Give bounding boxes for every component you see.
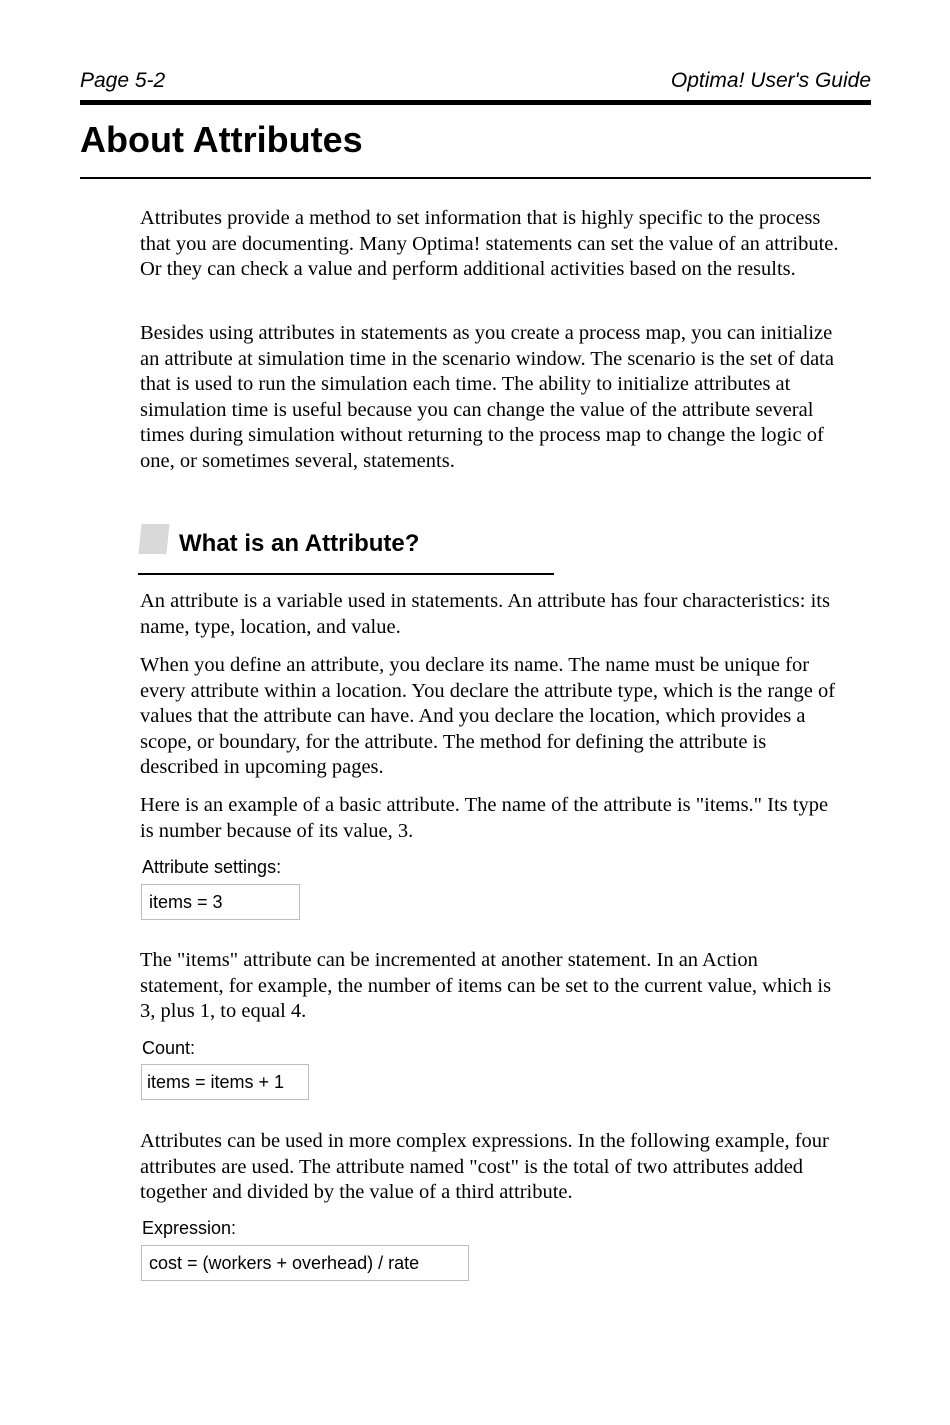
section-title: What is an Attribute? <box>179 530 420 557</box>
header-rule <box>80 100 871 105</box>
section-paragraph-1: An attribute is a variable used in statements. An attribute has four characteristics: its name, type, location, and value. <box>140 590 830 638</box>
example-3-label: Expression: <box>142 1218 237 1238</box>
guide-title: Optima! User's Guide <box>670 69 871 92</box>
section-paragraph-2: When you define an attribute, you declare its name. The name must be unique for every attribute within a location. You declare the attribute type, which is the range of values that the attribute can have. And you declare the location, which provides a scope, or boundary, for the attribute. The method for defining the attribute is described in upcoming pages. <box>140 654 836 778</box>
title-rule <box>80 177 871 179</box>
section-rule <box>138 573 554 575</box>
section-marker-icon <box>138 524 169 554</box>
example-1-label: Attribute settings: <box>142 857 282 877</box>
example-2-code-box: items = items + 1 <box>141 1064 309 1100</box>
example-1-code-box: items = 3 <box>141 884 300 920</box>
section-paragraph-4: The "items" attribute can be incremented at another statement. In an Action statement, for example, the number of items can be set to the current value, which is 3, plus 1, to equal 4. <box>140 949 832 1022</box>
intro-paragraph-2: Besides using attributes in statements as you create a process map, you can initialize an attribute at simulation time in the scenario window. The scenario is the set of data that is used to run the simulation each time. The ability to initialize attributes at simulation time is useful because you can change the value of the attribute several times during simulation without returning to the process map to change the logic of one, or sometimes several, statements. <box>140 322 834 472</box>
section-paragraph-5: Attributes can be used in more complex expressions. In the following example, four attributes are used. The attribute named "cost" is the total of two attributes added together and divided by the value of a third attribute. <box>140 1130 829 1203</box>
chapter-title: About Attributes <box>80 119 363 160</box>
example-3-code-box: cost = (workers + overhead) / rate <box>141 1245 469 1281</box>
page-number: Page 5-2 <box>80 69 166 92</box>
intro-paragraph-1: Attributes provide a method to set information that is highly specific to the process that you are documenting. Many Optima! statements can set the value of an attribute. Or they can check a value and perform additional activities based on the results. <box>140 207 839 280</box>
example-2-label: Count: <box>142 1038 196 1058</box>
section-paragraph-3: Here is an example of a basic attribute. The name of the attribute is "items." Its type is number because of its value, 3. <box>140 794 829 842</box>
